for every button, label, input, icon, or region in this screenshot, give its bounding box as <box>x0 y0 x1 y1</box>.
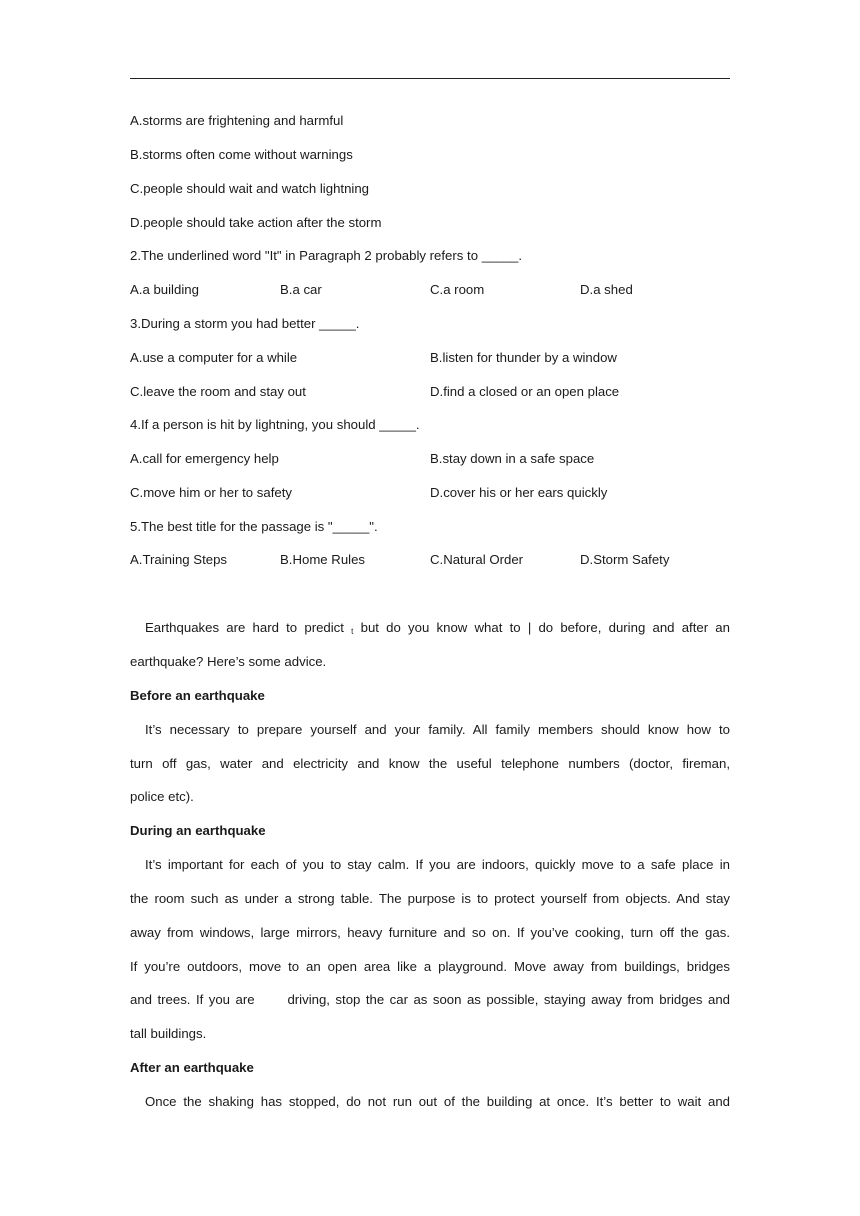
intro-text-b: but do you know what to | do before, during and after an <box>360 620 730 635</box>
q3-option-a: A.use a computer for a while <box>130 350 298 365</box>
q3-option-c: C.leave the room and stay out <box>130 384 306 399</box>
q2-option-a: A.a building <box>130 282 199 297</box>
passage-intro-line-1 <box>130 619 730 641</box>
before-line-3: police etc). <box>130 789 194 804</box>
q3-stem: 3.During a storm you had better _____. <box>130 316 360 331</box>
during-line-3: away from windows, large mirrors, heavy furniture and so on. If you’ve cooking, turn off the gas. <box>130 925 730 940</box>
q2-stem: 2.The underlined word "It" in Paragraph 2 probably refers to _____. <box>130 248 523 263</box>
q4-option-d: D.cover his or her ears quickly <box>430 485 608 500</box>
q5-option-d: D.Storm Safety <box>580 552 670 567</box>
before-line-2: turn off gas, water and electricity and know the useful telephone numbers (doctor, fireman, <box>130 756 730 771</box>
q2-option-d: D.a shed <box>580 282 633 297</box>
q4-option-c: C.move him or her to safety <box>130 485 292 500</box>
q5-option-a: A.Training Steps <box>130 552 227 567</box>
heading-after: After an earthquake <box>130 1060 254 1075</box>
during-line-5: and trees. If you are driving, stop the car as soon as possible, staying away from bridges and <box>130 992 730 1007</box>
q1-option-d: D.people should take action after the storm <box>130 215 382 230</box>
q1-option-a: A.storms are frightening and harmful <box>130 113 344 128</box>
during-line-2: the room such as under a strong table. The purpose is to protect yourself from objects. And stay <box>130 891 730 906</box>
intro-text-a: Earthquakes are hard to predict <box>145 620 344 635</box>
q3-option-d: D.find a closed or an open place <box>430 384 620 399</box>
q5-option-b: B.Home Rules <box>280 552 366 567</box>
heading-during: During an earthquake <box>130 823 266 838</box>
passage-intro-line-2: earthquake? Here’s some advice. <box>130 654 327 669</box>
during-line-1: It’s important for each of you to stay calm. If you are indoors, quickly move to a safe place in <box>145 857 730 872</box>
q2-option-c: C.a room <box>430 282 485 297</box>
q5-stem: 5.The best title for the passage is "_____". <box>130 519 378 534</box>
q1-option-b: B.storms often come without warnings <box>130 147 353 162</box>
header-rule <box>130 78 730 79</box>
heading-before: Before an earthquake <box>130 688 265 703</box>
q2-option-b: B.a car <box>280 282 322 297</box>
q3-option-b: B.listen for thunder by a window <box>430 350 617 365</box>
q5-option-c: C.Natural Order <box>430 552 524 567</box>
q4-option-b: B.stay down in a safe space <box>430 451 595 466</box>
before-line-1: It’s necessary to prepare yourself and your family. All family members should know how to <box>145 722 730 737</box>
during-line-6: tall buildings. <box>130 1026 207 1041</box>
after-line-1: Once the shaking has stopped, do not run out of the building at once. It’s better to wait and <box>145 1094 730 1109</box>
q4-stem: 4.If a person is hit by lightning, you should _____. <box>130 417 420 432</box>
q1-option-c: C.people should wait and watch lightning <box>130 181 369 196</box>
intro-mark: t <box>351 627 354 636</box>
q4-option-a: A.call for emergency help <box>130 451 279 466</box>
during-line-4: If you’re outdoors, move to an open area like a playground. Move away from buildings, bridges <box>130 959 730 974</box>
